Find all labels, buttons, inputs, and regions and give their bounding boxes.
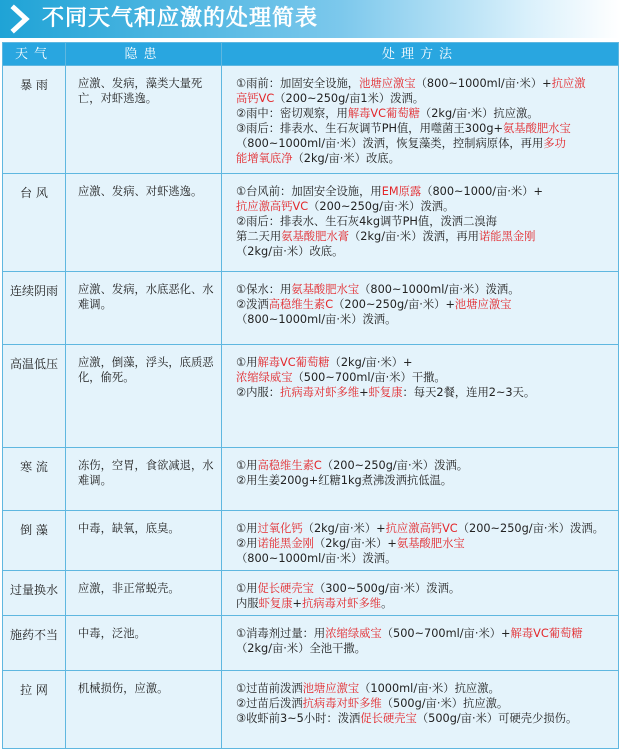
treatment-text: ①用 [236,522,258,535]
product-name: 高稳维生素C [257,459,322,472]
treatment-text: ①用 [236,582,258,595]
treatment-text: ①台风前：加固安全设施，用 [236,185,382,198]
product-name: 解毒VC葡萄糖 [257,356,330,369]
column-header-risk: 隐患 [66,43,222,66]
treatment-line [236,536,614,551]
treatment-text: + [359,386,369,399]
product-name: 抗应激高钙VC [385,522,458,535]
treatment-text: + [292,597,302,610]
treatment-text: 。 [381,597,393,610]
treatment-cell [222,272,619,345]
treatment-text: ②过苗后泼洒 [236,697,303,710]
product-name: 抗应激高钙VC [236,200,309,213]
risk-cell: 机械损伤，应激。 [66,671,222,749]
product-name: 抗应激 [551,77,586,90]
treatment-cell [222,671,619,749]
treatment-cell [222,571,619,616]
treatment-text: ②雨中：密切观察，用 [236,107,348,120]
product-name: 池塘应激宝 [302,682,360,695]
treatment-text: （2kg/亩·米）+ [329,356,413,369]
product-name: 高钙VC [236,92,275,105]
treatment-cell [222,511,619,571]
treatment-text: ②用生姜200g+红糖1kg煮沸泼洒抗低温。 [236,474,453,487]
product-name: 解毒VC葡萄糖 [347,107,420,120]
risk-cell: 应激，非正常蜕壳。 [66,571,222,616]
treatment-cell [222,66,619,174]
product-name: 诺能黑金刚 [478,230,536,243]
table-header-row [3,43,619,66]
table-row [3,448,619,511]
treatment-text: （800~1000ml/亩·米）泼洒。 [359,283,520,296]
treatment-line [236,151,614,166]
treatment-cell [222,448,619,511]
table-row [3,66,619,174]
treatment-line [236,521,614,536]
treatment-text: ②用 [236,537,258,550]
treatment-line [236,106,614,121]
treatment-line [236,214,614,229]
treatment-text: （200~250g/亩·米）泼洒。 [457,522,604,535]
treatment-line [236,473,614,488]
treatment-text: ①用 [236,356,258,369]
treatment-text: （200~250g/亩·米）泼洒。 [321,459,469,472]
risk-cell: 中毒，泛池。 [66,616,222,671]
product-name: 抗病毒对虾多维 [301,597,382,610]
product-name: 氨基酸肥水膏 [281,230,349,243]
treatment-cell [222,616,619,671]
treatment-text: （200~250g/亩·米）泼洒。 [308,200,455,213]
treatment-line [236,370,614,385]
weather-cell: 倒 藻 [3,511,66,571]
table-row [3,272,619,345]
product-name: 高稳维生素C [268,298,334,311]
treatment-text: （2kg/亩·米）+ [302,522,386,535]
weather-cell: 连续阴雨 [3,272,66,345]
treatment-table [2,42,619,749]
product-name: 抗病毒对虾多维 [302,697,382,710]
treatment-text: ①雨前：加固安全设施， [236,77,360,90]
treatment-line [236,76,614,91]
treatment-cell [222,174,619,272]
treatment-text: （200~250g/亩·米）+ [333,298,455,311]
table-row [3,571,619,616]
weather-cell: 暴 雨 [3,66,66,174]
treatment-text: （800~1000ml/亩·米）+ [415,77,552,90]
product-name: 过氧化钙 [257,522,303,535]
treatment-line [236,297,614,312]
treatment-line [236,199,614,214]
weather-cell: 拉 网 [3,671,66,749]
risk-cell: 应激，倒藻，浮头，底质恶化，偷死。 [66,345,222,448]
product-name: 多功 [543,137,566,150]
chevron-right-icon [8,4,34,34]
treatment-text: （300~500g/亩·米）泼洒。 [313,582,461,595]
table-row [3,511,619,571]
treatment-line [236,136,614,151]
product-name: 促长硬壳宝 [257,582,314,595]
product-name: 浓缩绿威宝 [236,371,293,384]
treatment-line [236,596,614,611]
risk-cell: 应激、发病，水底恶化、水难调。 [66,272,222,345]
table-row [3,174,619,272]
risk-cell: 应激、发病、对虾逃逸。 [66,174,222,272]
title-banner [0,0,620,38]
table-row [3,616,619,671]
treatment-line [236,184,614,199]
treatment-line [236,641,614,656]
treatment-text: （800~1000ml/亩·米）泼洒，恢复藻类，控制病原体，再用 [236,137,544,150]
treatment-text: （500g/亩·米）可硬壳少损伤。 [416,712,578,725]
weather-cell: 施药不当 [3,616,66,671]
product-name: 氨基酸肥水宝 [396,537,465,550]
treatment-line [236,244,614,259]
treatment-line [236,581,614,596]
treatment-text: ①消毒剂过量：用 [236,627,326,640]
treatment-text: ①过苗前泼洒 [236,682,303,695]
weather-cell: 台 风 [3,174,66,272]
treatment-line [236,282,614,297]
product-name: 池塘应激宝 [359,77,416,90]
treatment-text: （2kg/亩·米）全池干撒。 [236,642,366,655]
treatment-text: ②雨后：排表水、生石灰4kg调节PH值，泼洒二溴海 [236,215,497,228]
treatment-line [236,458,614,473]
treatment-line [236,681,614,696]
treatment-text: （500~700ml/亩·米）干撒。 [292,371,446,384]
treatment-line [236,355,614,370]
treatment-line [236,385,614,400]
treatment-text: ②泼洒 [236,298,269,311]
product-name: 能增氧底净 [236,152,293,165]
product-name: 浓缩绿威宝 [325,627,382,640]
product-name: 氨基酸肥水宝 [502,122,571,135]
product-name: 氨基酸肥水宝 [291,283,360,296]
treatment-text: ①用 [236,459,258,472]
treatment-text: ③收虾前3~5小时：泼洒 [236,712,361,725]
product-name: 诺能黑金刚 [257,537,314,550]
treatment-line [236,91,614,106]
table-row [3,671,619,749]
product-name: 池塘应激宝 [454,298,512,311]
treatment-text: ②内服： [236,386,281,399]
product-name: 虾复康 [258,597,293,610]
page-title: 不同天气和应激的处理简表 [42,6,319,31]
treatment-text: （500g/亩·米）抗应激。 [381,697,509,710]
weather-cell: 寒 流 [3,448,66,511]
treatment-line [236,711,614,726]
treatment-text: （2kg/亩·米）抗应激。 [419,107,539,120]
treatment-line [236,696,614,711]
weather-cell: 高温低压 [3,345,66,448]
weather-cell: 过量换水 [3,571,66,616]
treatment-text: （800~1000ml/亩·米）泼洒。 [236,552,397,565]
treatment-text: （1000ml/亩·米）抗应激。 [359,682,500,695]
product-name: 促长硬壳宝 [360,712,417,725]
product-name: EM原露 [381,185,422,198]
treatment-line [236,551,614,566]
treatment-text: （800~1000/亩·米）+ [421,185,544,198]
treatment-text: （2kg/亩·米）改底。 [236,245,344,258]
treatment-text: 第二天用 [236,230,282,243]
treatment-text: （2kg/亩·米）+ [313,537,397,550]
product-name: 抗病毒对虾多维 [280,386,360,399]
product-name: 虾复康 [368,386,403,399]
risk-cell: 冻伤，空胃，食欲减退，水难调。 [66,448,222,511]
risk-cell: 应激、发病，藻类大量死亡，对虾逃逸。 [66,66,222,174]
treatment-text: （200~250g/亩1米）泼洒。 [274,92,425,105]
table-row [3,345,619,448]
treatment-text: ：每天2餐，连用2~3天。 [402,386,536,399]
risk-cell: 中毒，缺氧，底臭。 [66,511,222,571]
treatment-text: 内服 [236,597,259,610]
treatment-text: （800~1000ml/亩·米）泼洒。 [236,313,397,326]
treatment-text: （2kg/亩·米）泼洒，再用 [349,230,479,243]
treatment-text: （500~700ml/亩·米）+ [381,627,511,640]
treatment-text: ③雨后：排表水、生石灰调节PH值，用噬菌王300g+ [236,122,503,135]
treatment-line [236,121,614,136]
treatment-line [236,312,614,327]
column-header-treatment: 处理方法 [222,43,619,66]
treatment-text: （2kg/亩·米）改底。 [292,152,400,165]
treatment-line [236,626,614,641]
column-header-weather: 天气 [3,43,66,66]
treatment-line [236,229,614,244]
treatment-text: ①保水：用 [236,283,292,296]
treatment-cell [222,345,619,448]
product-name: 解毒VC葡萄糖 [510,627,583,640]
